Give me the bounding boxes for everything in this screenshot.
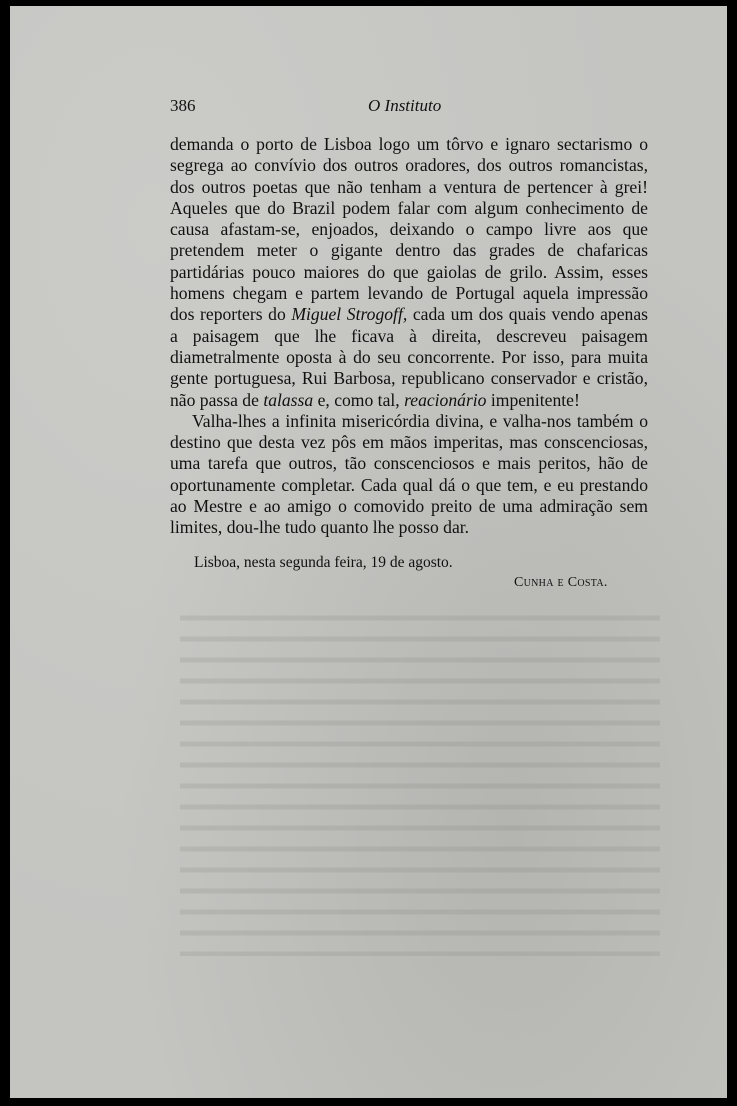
paragraph-1-part-3: e, como tal,	[313, 389, 405, 410]
running-title: O Instituto	[368, 96, 442, 115]
page-number: 386	[170, 96, 196, 115]
book-page	[10, 6, 727, 1098]
paragraph-1-part-1: demanda o porto de Lisboa logo um tôrvo e ignaro sectarismo o segrega ao convívio dos outros oradores, dos outros romancistas, dos outros poetas que não tenham a ventura de pertencer à grei! Aqueles que do Brazil podem falar com algum conhecimento de causa afastam-se, enjoados, deixando o campo livre aos que pretendem meter o gigante dentro das grades de chafaricas partidárias pouco maiores do que gaiolas de grilo. Assim, esses homens chegam e partem levando de Portugal aquela impressão dos reporters do	[170, 134, 648, 325]
body-text	[170, 134, 648, 539]
paragraph-2: Valha-lhes a infinita misericórdia divina, e valha-nos também o destino que desta vez pôs em mãos imperitas, mas conscenciosas, uma tarefa que outros, tão conscenciosos e mais peritos, hão de oportunamente completar. Cada qual dá o que tem, e eu prestando ao Mestre e ao amigo o comovido preito de uma admiração sem limites, dou-lhe tudo quanto lhe posso dar.	[170, 410, 648, 538]
paragraph-1	[170, 134, 648, 411]
paragraph-1-italic-2: talassa	[263, 389, 314, 410]
paragraph-1-part-2: cada um dos quais vendo apenas a paisagem que lhe ficava à direita, descreveu paisagem diametralmente oposta à do seu concorrente. Por isso, para muita gente portuguesa, Rui Barbosa, republicano conservador e cristão, não passa de	[170, 304, 648, 410]
signature: Cunha e Costa.	[514, 575, 608, 590]
page-header	[170, 96, 650, 120]
show-through-texture	[180, 606, 660, 956]
paragraph-1-part-4: impenitente!	[486, 389, 580, 410]
dateline: Lisboa, nesta segunda feira, 19 de agosto.	[194, 554, 453, 571]
paragraph-1-italic-1: Miguel Strogoff,	[291, 304, 408, 325]
paragraph-1-italic-3: reacionário	[404, 389, 487, 410]
